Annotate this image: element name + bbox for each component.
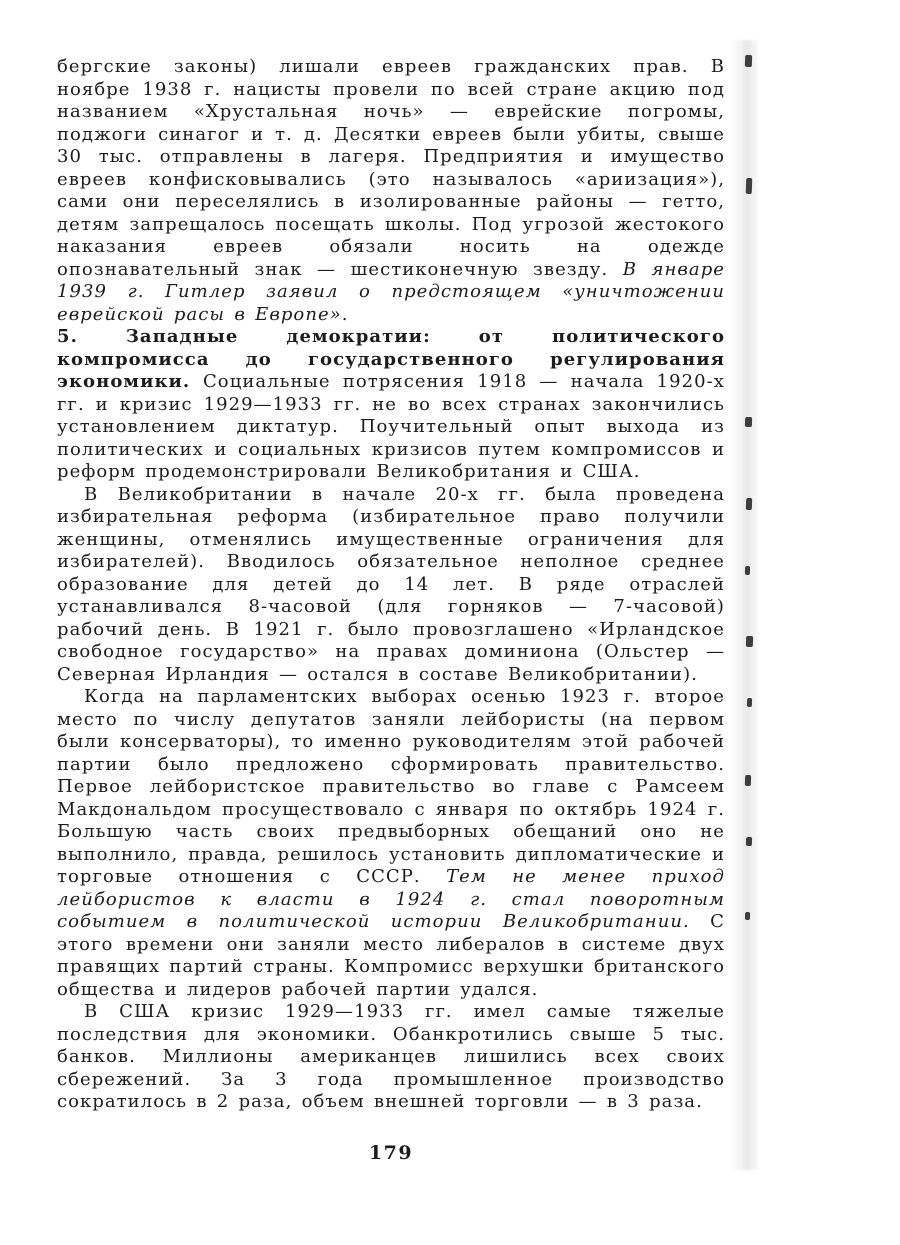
- paragraph: [57, 326, 725, 484]
- text-block: [57, 56, 725, 1114]
- page-number: 179: [368, 1142, 414, 1164]
- scan-mark: [745, 912, 750, 920]
- paragraph: [57, 686, 725, 1001]
- paragraph: [57, 484, 725, 687]
- text-segment: Когда на парламентских выборах осенью 1923 г. второе место по числу депутатов заняли лейбористы (на первом были консерваторы), то именно руководителям этой рабочей партии было предложено сформировать правительство. Первое лейбористское правительство во главе с Рамсеем Макдональдом просуществовало с января по октябрь 1924 г. Большую часть своих предвыборных обещаний оно не выполнило, правда, решилось установить дипломатические и торговые отношения с СССР.: [57, 686, 725, 887]
- paragraph: [57, 56, 725, 326]
- scan-mark: [746, 498, 752, 510]
- scan-mark: [745, 417, 752, 427]
- scan-mark: [746, 636, 753, 647]
- text-segment: Тем не менее приход лейбористов к власти в 1924 г. стал поворотным событием в политической истории Великобритании.: [57, 866, 725, 932]
- text-segment: С этого времени они заняли место либералов в системе двух правящих партий страны. Компромисс верхушки британского общества и лидеров рабочей партии удался.: [57, 911, 725, 1000]
- paragraph: [57, 1001, 725, 1114]
- scan-mark: [746, 178, 753, 194]
- text-segment: В январе 1939 г. Гитлер заявил о предстоящем «уничтожении еврейской расы в Европе».: [57, 258, 725, 325]
- text-segment: бергские законы) лишали евреев гражданских прав. В ноябре 1938 г. нацисты провели по всей стране акцию под названием «Хрустальная ночь» — еврейские погромы, поджоги синагог и т. д. Десятки евреев были убиты, свыше 30 тыс. отправлены в лагеря. Предприятия и имущество евреев конфисковывались (это называлось «ариизация»), сами они переселялись в изолированные районы — гетто, детям запрещалось посещать школы. Под угрозой жестокого наказания евреев обязали носить на одежде опознавательный знак — шестиконечную звезду.: [57, 56, 725, 280]
- text-segment: В Великобритании в начале 20-х гг. была проведена избирательная реформа (избирательное право получили женщины, отменялись имущественные ограничения для избирателей). Вводилось обязательное неполное среднее образование для детей до 14 лет. В ряде отраслей устанавливался 8-часовой (для горняков — 7-часовой) рабочий день. В 1921 г. было провозглашено «Ирландское свободное государство» на правах доминиона (Ольстер — Северная Ирландия — остался в составе Великобритании).: [57, 483, 725, 685]
- text-segment: Социальные потрясения 1918 — начала 1920-х гг. и кризис 1929—1933 гг. не во всех странах закончились установлением диктатур. Поучительный опыт выхода из политических и социальных кризисов путем компромиссов и реформ продемонстрировали Великобритания и США.: [57, 371, 725, 482]
- text-segment: В США кризис 1929—1933 гг. имел самые тяжелые последствия для экономики. Обанкротились свыше 5 тыс. банков. Миллионы американцев лишились всех своих сбережений. За 3 года промышленное производство сократилось в 2 раза, объем внешней торговли — в 3 раза.: [57, 1001, 725, 1112]
- scan-mark: [745, 566, 750, 575]
- text-segment: 5. Западные демократии: от политического компромисса до государственного регулирования экономики.: [57, 326, 725, 392]
- page-edge-shadow: [730, 40, 758, 1170]
- scan-mark: [747, 698, 752, 707]
- scan-mark: [746, 837, 752, 846]
- scan-mark: [745, 775, 751, 786]
- scan-mark: [745, 55, 752, 67]
